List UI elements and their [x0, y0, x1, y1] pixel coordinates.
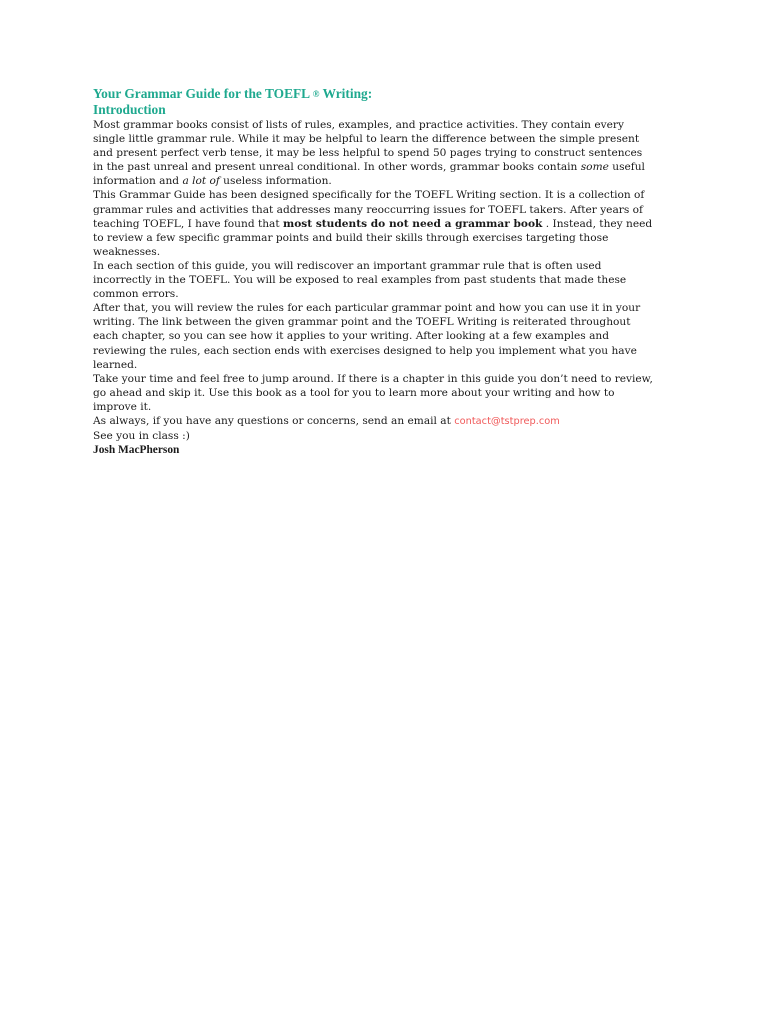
- document-subtitle: Introduction: [93, 102, 166, 117]
- paragraph-6: [93, 414, 653, 429]
- p2-text-b: . Instead, they need to review a few specific grammar points and build their skills through exercises targeting those weaknesses.: [93, 217, 653, 258]
- paragraph-7: See you in class :): [93, 430, 190, 443]
- paragraph-5: Take your time and feel free to jump around. If there is a chapter in this guide you don’t need to review, go ahead and skip it. Use this book as a tool for you to learn more about your writing and how to improve it.: [93, 372, 653, 413]
- paragraph-2: [93, 188, 653, 258]
- paragraph-1: [93, 118, 653, 188]
- email-link[interactable]: contact@tstprep.com: [454, 415, 560, 427]
- signature: Josh MacPherson: [93, 444, 180, 457]
- p2-bold-phrase: most students do not need a grammar book: [283, 217, 543, 230]
- paragraph-3: In each section of this guide, you will rediscover an important grammar rule that is often used incorrectly in the TOEFL. You will be exposed to real examples from past students that made these common errors.: [93, 259, 627, 301]
- p1-text-a: Most grammar books consist of lists of rules, examples, and practice activities. They contain every single little grammar rule. While it may be helpful to learn the difference between the simple present and present perfect verb tense, it may be less helpful to spend 50 pages trying to construct sentences in the past unreal and present unreal conditional. In other words, grammar books contain: [93, 119, 643, 174]
- registered-mark: ®: [312, 89, 320, 99]
- paragraph-4: After that, you will review the rules for each particular grammar point and how you can use it in your writing. The link between the given grammar point and the TOEFL Writing is reiterated throughout each chapter, so you can see how it applies to your writing. After looking at a few examples and reviewing the rules, each section ends with exercises designed to help you implement what you have learned.: [93, 302, 641, 371]
- title-text-part1: Your Grammar Guide for the TOEFL: [93, 86, 310, 101]
- p1-text-c: useless information.: [219, 175, 332, 188]
- p1-italic-some: some: [580, 161, 609, 174]
- title-text-part2: Writing:: [322, 86, 373, 101]
- p6-text: As always, if you have any questions or concerns, send an email at: [93, 414, 455, 427]
- p1-text-b: useful information and: [93, 161, 645, 188]
- p2-text-a: This Grammar Guide has been designed specifically for the TOEFL Writing section. It is a collection of grammar rules and activities that addresses many reoccurring issues for TOEFL takers. After years of teaching TOEFL, I have found that: [93, 189, 645, 230]
- document-page: [93, 86, 653, 457]
- p1-italic-a-lot-of: a lot of: [182, 175, 220, 188]
- document-title: [93, 86, 653, 102]
